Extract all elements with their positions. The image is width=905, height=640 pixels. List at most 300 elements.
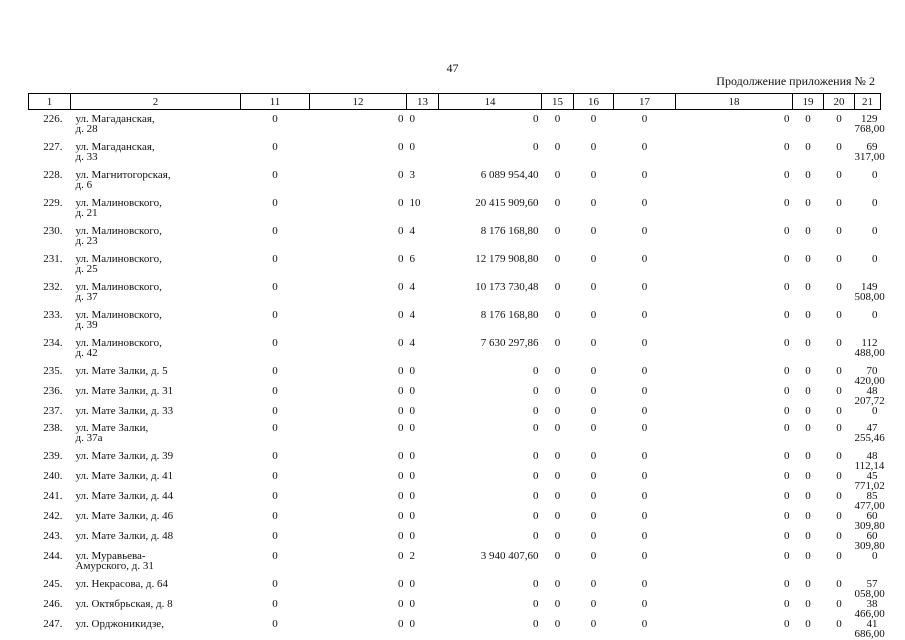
address-cell: ул. Октябрьская, д. 8 (75, 598, 173, 610)
row-number: 229. (43, 197, 63, 209)
row-number: 231. (43, 253, 63, 265)
col-18-value: 0 (784, 598, 790, 610)
col-14-value: 3 940 407,60 (480, 550, 539, 562)
column-header: 17 (614, 94, 676, 110)
col-21-value: 0 (872, 550, 878, 562)
col-12-value: 0 (398, 578, 404, 590)
col-13-value: 6 (409, 253, 415, 265)
col-17-value: 0 (641, 530, 648, 542)
table-row (29, 619, 881, 639)
col-18-value: 0 (784, 578, 790, 590)
col-16-value: 0 (590, 197, 597, 209)
col-13-value: 10 (409, 197, 421, 209)
col-14-value: 12 179 908,80 (475, 253, 539, 265)
address-cell: ул. Орджоникидзе, (75, 618, 164, 630)
column-header: 2 (71, 94, 241, 110)
col-13-value: 4 (409, 337, 415, 349)
col-12-value: 0 (398, 281, 404, 293)
row-number: 232. (43, 281, 63, 293)
col-12-value: 0 (398, 510, 404, 522)
col-18-value: 0 (784, 530, 790, 542)
col-17-value: 0 (641, 550, 648, 562)
col-13-value: 0 (409, 365, 415, 377)
col-11-value: 0 (272, 422, 278, 434)
col-17-value: 0 (641, 598, 648, 610)
col-19-value: 0 (805, 450, 811, 462)
col-11-value: 0 (272, 510, 278, 522)
col-20-value: 0 (836, 550, 842, 562)
col-13-value: 0 (409, 141, 415, 153)
address-cell: ул. Мате Залки, д. 39 (75, 450, 174, 462)
col-12-value: 0 (398, 169, 404, 181)
col-17-value: 0 (641, 618, 648, 630)
table-row (29, 142, 881, 170)
col-17-value: 0 (641, 365, 648, 377)
col-20-value: 0 (836, 618, 842, 630)
col-19-value: 0 (805, 618, 811, 630)
row-number: 244. (43, 550, 63, 562)
address-cell: ул. Мате Залки, д. 33 (75, 405, 174, 417)
row-number: 238. (43, 422, 63, 434)
col-21-value: 45 771,02 (854, 470, 885, 492)
col-12-value: 0 (398, 225, 404, 237)
col-13-value: 3 (409, 169, 415, 181)
col-21-value: 69 317,00 (854, 141, 885, 163)
table-row (29, 310, 881, 338)
col-15-value: 0 (554, 422, 561, 434)
row-number: 243. (43, 530, 63, 542)
col-15-value: 0 (554, 530, 561, 542)
table-row (29, 406, 881, 423)
col-18-value: 0 (784, 337, 790, 349)
col-14-value: 0 (533, 450, 539, 462)
col-21-value: 47 255,46 (854, 422, 885, 444)
col-14-value: 0 (533, 385, 539, 397)
col-17-value: 0 (641, 578, 648, 590)
col-16-value: 0 (590, 253, 597, 265)
col-19-value: 0 (805, 197, 811, 209)
col-21-value: 0 (872, 405, 878, 417)
col-11-value: 0 (272, 550, 278, 562)
column-header: 20 (824, 94, 855, 110)
col-15-value: 0 (554, 253, 561, 265)
row-number: 230. (43, 225, 63, 237)
col-14-value: 0 (533, 578, 539, 590)
table-row (29, 423, 881, 451)
col-14-value: 8 176 168,80 (480, 309, 539, 321)
col-20-value: 0 (836, 385, 842, 397)
col-11-value: 0 (272, 530, 278, 542)
col-17-value: 0 (641, 197, 648, 209)
col-18-value: 0 (784, 510, 790, 522)
row-number: 239. (43, 450, 63, 462)
col-17-value: 0 (641, 470, 648, 482)
col-17-value: 0 (641, 141, 648, 153)
col-14-value: 0 (533, 618, 539, 630)
table-row (29, 579, 881, 599)
col-20-value: 0 (836, 281, 842, 293)
col-18-value: 0 (784, 550, 790, 562)
col-19-value: 0 (805, 422, 811, 434)
col-16-value: 0 (590, 578, 597, 590)
col-18-value: 0 (784, 253, 790, 265)
column-header: 21 (855, 94, 881, 110)
col-12-value: 0 (398, 141, 404, 153)
col-14-value: 0 (533, 490, 539, 502)
col-14-value: 0 (533, 405, 539, 417)
col-14-value: 0 (533, 113, 539, 125)
col-17-value: 0 (641, 225, 648, 237)
col-12-value: 0 (398, 470, 404, 482)
row-number: 242. (43, 510, 63, 522)
col-13-value: 0 (409, 385, 415, 397)
col-13-value: 0 (409, 598, 415, 610)
address-cell: ул. Мате Залки, д. 41 (75, 470, 174, 482)
row-number: 246. (43, 598, 63, 610)
col-18-value: 0 (784, 169, 790, 181)
col-11-value: 0 (272, 470, 278, 482)
column-header: 14 (439, 94, 542, 110)
col-14-value: 10 173 730,48 (475, 281, 539, 293)
col-21-value: 0 (872, 309, 878, 321)
col-14-value: 0 (533, 598, 539, 610)
col-14-value: 0 (533, 141, 539, 153)
table-row (29, 366, 881, 386)
col-19-value: 0 (805, 169, 811, 181)
col-17-value: 0 (641, 169, 648, 181)
col-19-value: 0 (805, 281, 811, 293)
col-16-value: 0 (590, 450, 597, 462)
col-12-value: 0 (398, 253, 404, 265)
col-19-value: 0 (805, 253, 811, 265)
address-cell: ул. Мате Залки, д. 37а (75, 422, 149, 444)
col-19-value: 0 (805, 578, 811, 590)
col-18-value: 0 (784, 141, 790, 153)
col-21-value: 0 (872, 225, 878, 237)
col-11-value: 0 (272, 197, 278, 209)
col-19-value: 0 (805, 550, 811, 562)
col-19-value: 0 (805, 385, 811, 397)
row-number: 226. (43, 113, 63, 125)
col-16-value: 0 (590, 618, 597, 630)
col-12-value: 0 (398, 618, 404, 630)
col-11-value: 0 (272, 113, 278, 125)
col-15-value: 0 (554, 618, 561, 630)
col-11-value: 0 (272, 618, 278, 630)
col-12-value: 0 (398, 598, 404, 610)
col-18-value: 0 (784, 405, 790, 417)
col-17-value: 0 (641, 422, 648, 434)
table-row (29, 511, 881, 531)
column-header: 13 (407, 94, 439, 110)
row-number: 228. (43, 169, 63, 181)
col-15-value: 0 (554, 197, 561, 209)
col-11-value: 0 (272, 225, 278, 237)
column-header: 16 (574, 94, 614, 110)
address-cell: ул. Магнитогорская, д. 6 (75, 169, 171, 191)
col-16-value: 0 (590, 510, 597, 522)
table-row (29, 386, 881, 406)
col-17-value: 0 (641, 253, 648, 265)
col-16-value: 0 (590, 422, 597, 434)
col-20-value: 0 (836, 490, 842, 502)
col-21-value: 60 309,80 (854, 510, 885, 532)
col-16-value: 0 (590, 365, 597, 377)
col-18-value: 0 (784, 385, 790, 397)
address-cell: ул. Некрасова, д. 64 (75, 578, 168, 590)
col-16-value: 0 (590, 598, 597, 610)
col-11-value: 0 (272, 578, 278, 590)
col-20-value: 0 (836, 450, 842, 462)
table-row (29, 531, 881, 551)
col-18-value: 0 (784, 450, 790, 462)
col-13-value: 0 (409, 510, 415, 522)
row-number: 237. (43, 405, 63, 417)
table-row (29, 110, 881, 143)
row-number: 240. (43, 470, 63, 482)
col-20-value: 0 (836, 225, 842, 237)
address-cell: ул. Мате Залки, д. 31 (75, 385, 174, 397)
col-19-value: 0 (805, 598, 811, 610)
table-row (29, 198, 881, 226)
col-20-value: 0 (836, 169, 842, 181)
col-13-value: 4 (409, 225, 415, 237)
col-15-value: 0 (554, 598, 561, 610)
col-11-value: 0 (272, 169, 278, 181)
col-13-value: 4 (409, 309, 415, 321)
col-20-value: 0 (836, 510, 842, 522)
col-18-value: 0 (784, 197, 790, 209)
col-17-value: 0 (641, 510, 648, 522)
col-13-value: 0 (409, 470, 415, 482)
col-16-value: 0 (590, 337, 597, 349)
col-11-value: 0 (272, 281, 278, 293)
table-row (29, 282, 881, 310)
col-16-value: 0 (590, 385, 597, 397)
col-11-value: 0 (272, 365, 278, 377)
col-20-value: 0 (836, 309, 842, 321)
col-13-value: 2 (409, 550, 415, 562)
table-row (29, 599, 881, 619)
row-number: 247. (43, 618, 63, 630)
col-16-value: 0 (590, 530, 597, 542)
col-12-value: 0 (398, 385, 404, 397)
col-16-value: 0 (590, 490, 597, 502)
table-row (29, 491, 881, 511)
col-13-value: 0 (409, 618, 415, 630)
col-15-value: 0 (554, 550, 561, 562)
col-12-value: 0 (398, 550, 404, 562)
col-20-value: 0 (836, 337, 842, 349)
row-number: 233. (43, 309, 63, 321)
row-number: 235. (43, 365, 63, 377)
col-15-value: 0 (554, 385, 561, 397)
col-16-value: 0 (590, 169, 597, 181)
table-row (29, 254, 881, 282)
col-18-value: 0 (784, 113, 790, 125)
col-12-value: 0 (398, 365, 404, 377)
col-14-value: 7 630 297,86 (480, 337, 539, 349)
address-cell: ул. Малиновского, д. 25 (75, 253, 162, 275)
col-15-value: 0 (554, 141, 561, 153)
table-row (29, 451, 881, 471)
appendix-label: Продолжение приложения № 2 (716, 74, 875, 88)
col-14-value: 0 (533, 470, 539, 482)
col-18-value: 0 (784, 490, 790, 502)
col-15-value: 0 (554, 510, 561, 522)
col-20-value: 0 (836, 422, 842, 434)
col-19-value: 0 (805, 337, 811, 349)
col-15-value: 0 (554, 225, 561, 237)
col-11-value: 0 (272, 490, 278, 502)
col-13-value: 0 (409, 490, 415, 502)
col-15-value: 0 (554, 470, 561, 482)
col-13-value: 4 (409, 281, 415, 293)
col-12-value: 0 (398, 530, 404, 542)
col-21-value: 129 768,00 (854, 113, 885, 135)
col-11-value: 0 (272, 405, 278, 417)
col-16-value: 0 (590, 470, 597, 482)
col-19-value: 0 (805, 309, 811, 321)
col-21-value: 0 (872, 197, 878, 209)
col-21-value: 149 508,00 (854, 281, 885, 303)
col-21-value: 112 488,00 (854, 337, 885, 359)
row-number: 234. (43, 337, 63, 349)
col-14-value: 6 089 954,40 (480, 169, 539, 181)
col-14-value: 20 415 909,60 (475, 197, 539, 209)
col-21-value: 85 477,00 (854, 490, 885, 512)
col-16-value: 0 (590, 309, 597, 321)
column-header: 19 (793, 94, 824, 110)
col-21-value: 41 686,00 (854, 618, 885, 640)
col-15-value: 0 (554, 169, 561, 181)
col-14-value: 0 (533, 365, 539, 377)
data-table (28, 93, 885, 640)
col-11-value: 0 (272, 337, 278, 349)
col-11-value: 0 (272, 141, 278, 153)
col-15-value: 0 (554, 365, 561, 377)
col-12-value: 0 (398, 197, 404, 209)
address-cell: ул. Магаданская, д. 33 (75, 141, 155, 163)
column-header: 11 (241, 94, 310, 110)
col-13-value: 0 (409, 422, 415, 434)
col-19-value: 0 (805, 365, 811, 377)
address-cell: ул. Мате Залки, д. 5 (75, 365, 168, 377)
header-row (29, 94, 881, 110)
address-cell: ул. Мате Залки, д. 46 (75, 510, 174, 522)
address-cell: ул. Мате Залки, д. 48 (75, 530, 174, 542)
col-21-value: 57 058,00 (854, 578, 885, 600)
col-19-value: 0 (805, 405, 811, 417)
col-21-value: 48 112,14 (854, 450, 885, 472)
col-19-value: 0 (805, 530, 811, 542)
col-18-value: 0 (784, 422, 790, 434)
address-cell: ул. Малиновского, д. 23 (75, 225, 162, 247)
col-12-value: 0 (398, 450, 404, 462)
address-cell: ул. Малиновского, д. 37 (75, 281, 162, 303)
col-14-value: 8 176 168,80 (480, 225, 539, 237)
col-15-value: 0 (554, 490, 561, 502)
col-12-value: 0 (398, 490, 404, 502)
col-20-value: 0 (836, 365, 842, 377)
col-21-value: 48 207,72 (854, 385, 885, 407)
col-18-value: 0 (784, 309, 790, 321)
col-19-value: 0 (805, 470, 811, 482)
col-20-value: 0 (836, 405, 842, 417)
col-17-value: 0 (641, 385, 648, 397)
col-16-value: 0 (590, 550, 597, 562)
col-13-value: 0 (409, 450, 415, 462)
col-15-value: 0 (554, 113, 561, 125)
table-row (29, 551, 881, 579)
address-cell: ул. Магаданская, д. 28 (75, 113, 155, 135)
col-16-value: 0 (590, 141, 597, 153)
col-20-value: 0 (836, 113, 842, 125)
address-cell: ул. Малиновского, д. 42 (75, 337, 162, 359)
col-17-value: 0 (641, 337, 648, 349)
col-17-value: 0 (641, 450, 648, 462)
col-20-value: 0 (836, 253, 842, 265)
col-11-value: 0 (272, 385, 278, 397)
table-row (29, 226, 881, 254)
col-11-value: 0 (272, 450, 278, 462)
col-17-value: 0 (641, 309, 648, 321)
col-17-value: 0 (641, 113, 648, 125)
col-19-value: 0 (805, 113, 811, 125)
col-20-value: 0 (836, 470, 842, 482)
column-header: 1 (29, 94, 71, 110)
col-14-value: 0 (533, 530, 539, 542)
col-15-value: 0 (554, 337, 561, 349)
col-17-value: 0 (641, 405, 648, 417)
col-15-value: 0 (554, 405, 561, 417)
row-number: 245. (43, 578, 63, 590)
col-11-value: 0 (272, 309, 278, 321)
col-21-value: 60 309,80 (854, 530, 885, 552)
address-cell: ул. Муравьева- Амурского, д. 31 (75, 550, 154, 572)
col-15-value: 0 (554, 309, 561, 321)
col-13-value: 0 (409, 530, 415, 542)
row-number: 236. (43, 385, 63, 397)
table-row (29, 170, 881, 198)
col-18-value: 0 (784, 365, 790, 377)
col-16-value: 0 (590, 225, 597, 237)
col-20-value: 0 (836, 530, 842, 542)
col-19-value: 0 (805, 225, 811, 237)
col-16-value: 0 (590, 281, 597, 293)
col-17-value: 0 (641, 490, 648, 502)
col-12-value: 0 (398, 113, 404, 125)
col-12-value: 0 (398, 405, 404, 417)
col-20-value: 0 (836, 578, 842, 590)
col-18-value: 0 (784, 281, 790, 293)
address-cell: ул. Мате Залки, д. 44 (75, 490, 174, 502)
col-16-value: 0 (590, 113, 597, 125)
row-number: 227. (43, 141, 63, 153)
col-11-value: 0 (272, 598, 278, 610)
column-header: 12 (310, 94, 407, 110)
column-header: 18 (676, 94, 793, 110)
col-13-value: 0 (409, 578, 415, 590)
col-18-value: 0 (784, 618, 790, 630)
col-12-value: 0 (398, 309, 404, 321)
col-11-value: 0 (272, 253, 278, 265)
col-21-value: 38 466,00 (854, 598, 885, 620)
col-15-value: 0 (554, 281, 561, 293)
col-13-value: 0 (409, 405, 415, 417)
col-16-value: 0 (590, 405, 597, 417)
col-19-value: 0 (805, 141, 811, 153)
